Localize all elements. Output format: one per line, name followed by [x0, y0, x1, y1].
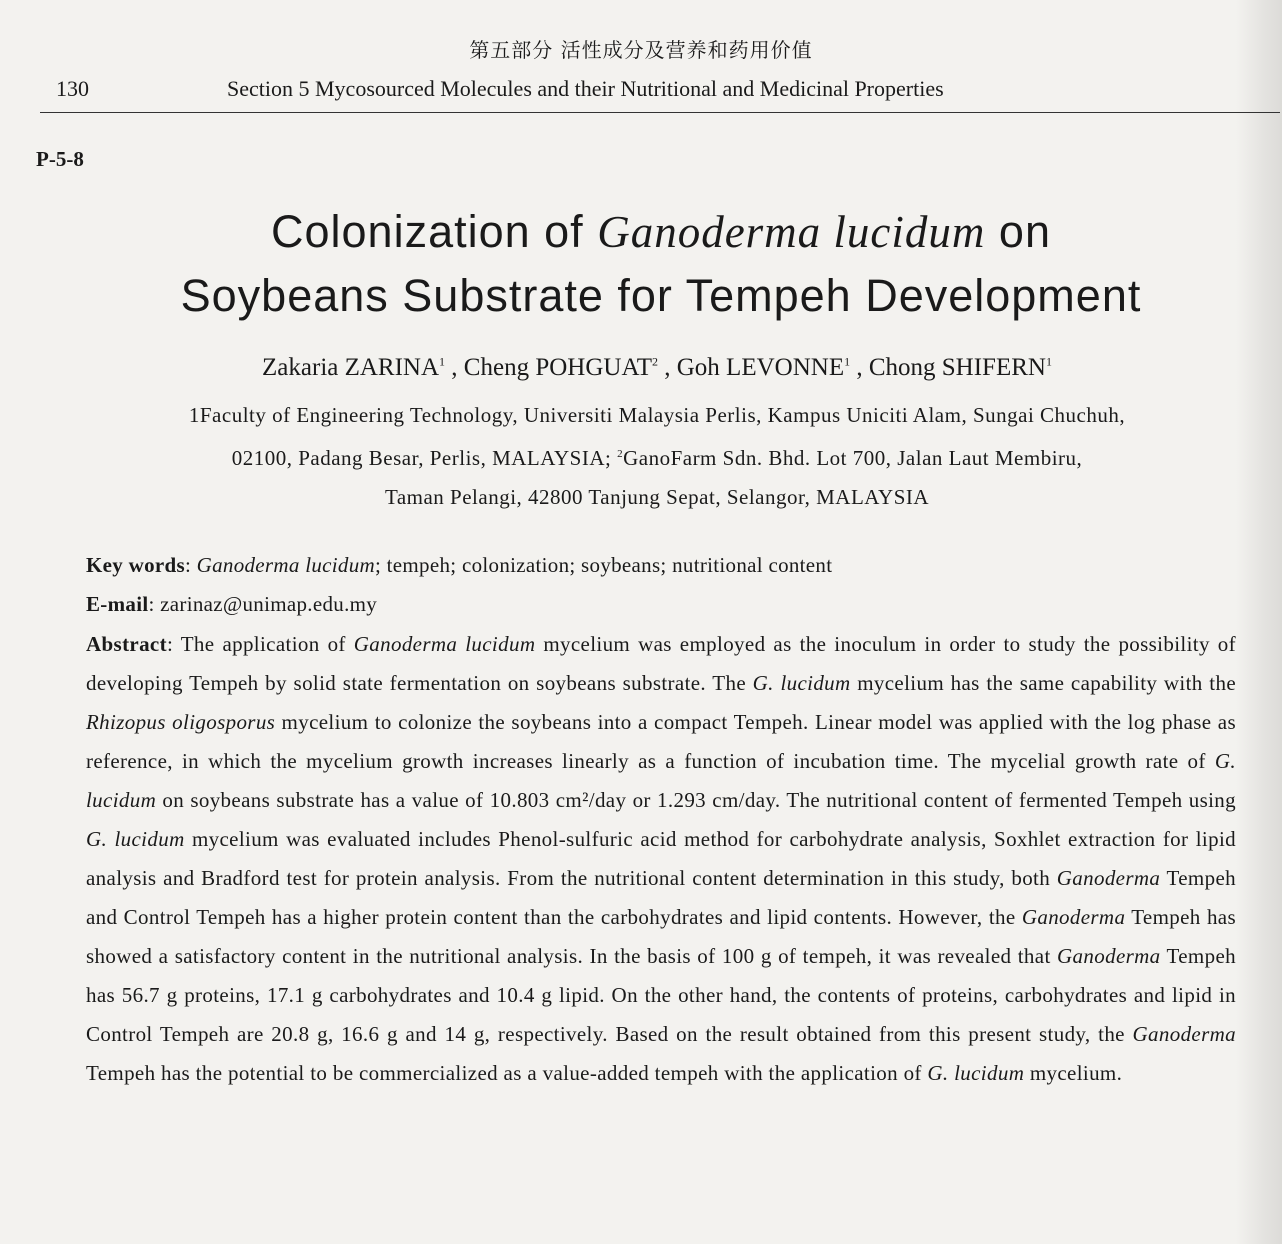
abstract-segment: G. lucidum [86, 827, 185, 851]
author-separator: , [445, 354, 464, 381]
author-affiliation-mark: 1 [1045, 354, 1052, 369]
abstract-segment: : The application of [166, 632, 354, 656]
affiliation-line: 1Faculty of Engineering Technology, Universiti Malaysia Perlis, Kampus Uniciti Alam, Sungai Chuchuh, [188, 403, 1126, 427]
abstract-segment: Ganoderma [1132, 1022, 1236, 1046]
title-text: on [985, 206, 1051, 257]
author [869, 354, 1052, 381]
keyword-species: Ganoderma lucidum [196, 553, 375, 577]
abstract-segment: Tempeh has 56.7 g proteins, 17.1 g carbohydrates and 10.4 g lipid. On the other hand, the contents of proteins, carbohydrates and lipid in Control Tempeh are 20.8 g, 16.6 g and 14 g, respectively. Based on the result obtained from this present study, the [86, 944, 1236, 1046]
abstract [86, 625, 1236, 1093]
abstract-segment: Rhizopus oligosporus [86, 710, 276, 734]
author-list [0, 354, 1282, 382]
abstract-body [86, 632, 1236, 1085]
abstract-segment: mycelium to colonize the soybeans into a compact Tempeh. Linear model was applied with the log phase as reference, in which the mycelium growth increases linearly as a function of incubation time. The mycelial growth rate of [86, 710, 1236, 773]
email-label: E-mail [86, 592, 149, 616]
keywords-list: ; tempeh; colonization; soybeans; nutritional content [374, 553, 833, 577]
author-name: Cheng POHGUAT [463, 354, 652, 381]
abstract-segment: Tempeh and Control Tempeh has a higher protein content than the carbohydrates and lipid contents. However, the [86, 866, 1236, 929]
author [464, 354, 677, 381]
abstract-segment: on soybeans substrate has a value of 10.803 cm²/day or 1.293 cm/day. The nutritional content of fermented Tempeh using [156, 788, 1236, 812]
author-affiliation-mark: 1 [439, 354, 446, 369]
title-line-2: Soybeans Substrate for Tempeh Development [180, 270, 1142, 321]
affiliation-line: 02100, Padang Besar, Perlis, MALAYSIA; [231, 446, 618, 470]
author-separator: , [850, 354, 869, 381]
abstract-segment: Tempeh has showed a satisfactory content in the nutritional analysis. In the basis of 100 g of tempeh, it was revealed that [86, 905, 1236, 968]
affiliations [0, 396, 1282, 517]
header-rule [40, 112, 1280, 113]
abstract-segment: Ganoderma [1057, 944, 1161, 968]
abstract-segment: G. lucidum [927, 1061, 1025, 1085]
abstract-segment: Ganoderma lucidum [353, 632, 536, 656]
page-number: 130 [56, 76, 89, 101]
author-affiliation-mark: 2 [652, 354, 658, 369]
abstract-segment: G. lucidum [86, 749, 1236, 812]
affiliation-line: GanoFarm Sdn. Bhd. Lot 700, Jalan Laut Membiru, [623, 446, 1083, 470]
author [262, 354, 464, 381]
abstract-segment: mycelium was employed as the inoculum in order to study the possibility of developing Tempeh by solid state fermentation on soybeans substrate. The [86, 632, 1236, 695]
section-title: Section 5 Mycosourced Molecules and their Nutritional and Medicinal Properties [227, 76, 944, 101]
page-edge-shadow [1236, 0, 1282, 1244]
abstract-segment: mycelium was evaluated includes Phenol-sulfuric acid method for carbohydrate analysis, Soxhlet extraction for lipid analysis and Bradford test for protein analysis. From the nutritional content determination in this study, both [86, 827, 1236, 890]
keywords-label: Key words [86, 553, 185, 577]
abstract-segment: Ganoderma [1056, 866, 1161, 890]
title-species: Ganoderma lucidum [597, 207, 986, 257]
paper-title [0, 200, 1282, 327]
chinese-section-header: 第五部分 活性成分及营养和药用价值 [469, 38, 813, 62]
keywords: Key words: Ganoderma lucidum; tempeh; colonization; soybeans; nutritional content [86, 553, 833, 577]
abstract-segment: Tempeh has the potential to be commercialized as a value-added tempeh with the application of [86, 1061, 928, 1085]
abstract-label: Abstract [86, 632, 167, 656]
running-header [56, 76, 1236, 106]
author-name: Zakaria ZARINA [262, 354, 440, 381]
abstract-segment: G. lucidum [752, 671, 851, 695]
abstract-segment: mycelium. [1024, 1061, 1123, 1085]
email-address[interactable]: zarinaz@unimap.edu.my [160, 592, 378, 616]
author-affiliation-mark: 1 [844, 354, 851, 369]
email-line: E-mail: zarinaz@unimap.edu.my [86, 592, 378, 616]
author-name: Goh LEVONNE [676, 354, 845, 381]
abstract-segment: mycelium has the same capability with the [850, 671, 1236, 695]
abstract-segment: Ganoderma [1021, 905, 1126, 929]
affiliation-mark: 2 [617, 448, 624, 460]
author-name: Chong SHIFERN [868, 354, 1046, 381]
author-separator: , [658, 354, 677, 381]
affiliation-line: Taman Pelangi, 42800 Tanjung Sepat, Selangor, MALAYSIA [384, 485, 930, 509]
paper-id: P-5-8 [36, 147, 84, 171]
author [677, 354, 869, 381]
title-text: Colonization of [271, 206, 598, 257]
